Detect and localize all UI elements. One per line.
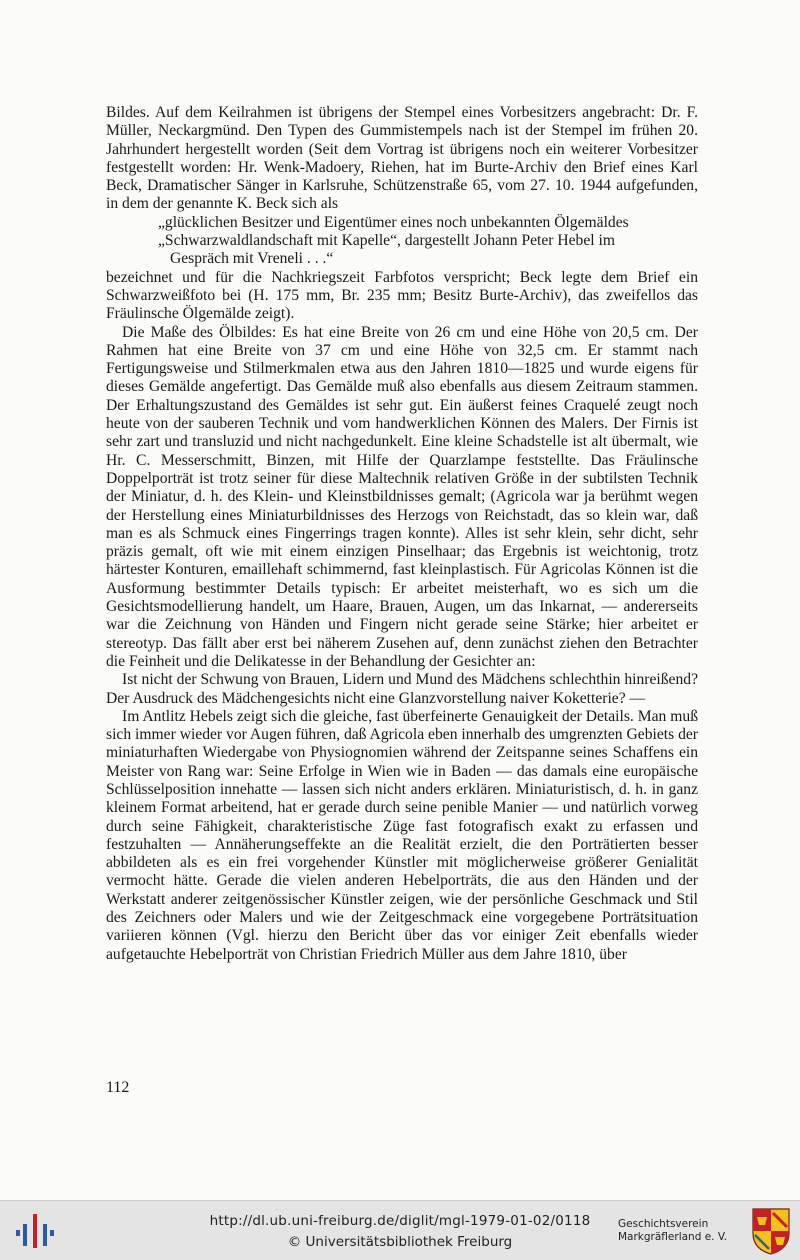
- block-quote: [158, 214, 698, 269]
- paragraph-1: Bildes. Auf dem Keilrahmen ist übrigens der Stempel eines Vorbesitzers angebracht: Dr. F. Müller, Neckargmünd. Den Typen des Gummistempels nach ist der Stempel im frühen 20. Jahrhundert hergestellt worden (Seit dem Vortrag ist übrigens noch ein weiterer Vorbesitzer festgestellt worden: Hr. Wenk-Madoery, Riehen, hat im Burte-Archiv den Brief eines Karl Beck, Dramatischer Sänger in Karlsruhe, Schützenstraße 65, vom 27. 10. 1944 aufgefunden, in dem der genannte K. Beck sich als: [106, 104, 698, 213]
- footer-bar: [0, 1200, 800, 1260]
- page-number: 112: [106, 1079, 130, 1096]
- coat-of-arms-icon[interactable]: [751, 1207, 791, 1255]
- publisher-line-1: Geschichtsverein: [618, 1218, 709, 1230]
- quote-line-3: Gespräch mit Vreneli . . .“: [170, 250, 334, 268]
- publisher-name: [618, 1218, 748, 1244]
- quote-line-1: „glücklichen Besitzer und Eigentümer eines noch unbekannten Ölgemäldes: [158, 213, 629, 231]
- paragraph-4: Ist nicht der Schwung von Brauen, Lidern und Mund des Mädchens schlechthin hinreißend? Der Ausdruck des Mädchengesichts nicht eine Glanzvorstellung naiver Koketterie? —: [106, 671, 698, 707]
- quote-line-2: „Schwarzwaldlandschaft mit Kapelle“, dargestellt Johann Peter Hebel im: [158, 232, 615, 250]
- ub-freiburg-logo-icon[interactable]: [14, 1210, 56, 1252]
- body-text: [106, 104, 698, 964]
- paragraph-2: bezeichnet und für die Nachkriegszeit Farbfotos verspricht; Beck legte dem Brief ein Schwarzweißfoto bei (H. 175 mm, Br. 235 mm; Besitz Burte-Archiv), das zweifellos das Fräulinsche Ölgemälde zeigt).: [106, 268, 698, 323]
- copyright-text: © Universitätsbibliothek Freiburg: [287, 1234, 513, 1250]
- publisher-line-2: Markgräflerland e. V.: [618, 1231, 728, 1243]
- document-url-link[interactable]: http://dl.ub.uni-freiburg.de/diglit/mgl-1979-01-02/0118: [209, 1213, 591, 1229]
- paragraph-3: Die Maße des Ölbildes: Es hat eine Breite von 26 cm und eine Höhe von 20,5 cm. Der Rahmen hat eine Breite von 37 cm und eine Höhe von 32,5 cm. Er stammt nach Fertigungsweise und Stilmerkmalen etwa aus den Jahren 1810—1825 und wurde eigens für dieses Gemälde angefertigt. Das Gemälde muß also ebenfalls aus diesem Zeitraum stammen. Der Erhaltungszustand des Gemäldes ist sehr gut. Ein äußerst feines Craquelé zeugt noch heute von der sauberen Technik und vom handwerklichen Können des Malers. Der Firnis ist sehr zart und transluzid und nicht nachgedunkelt. Eine kleine Schadstelle ist alt übermalt, wie Hr. C. Messerschmitt, Binzen, mit Hilfe der Quarzlampe feststellte. Das Fräulinsche Doppelporträt ist trotz seiner für diese Maltechnik relativen Größe in der subtilsten Technik der Miniatur, d. h. des Klein- und Kleinstbildnisses gemalt; (Agricola war ja berühmt wegen der Herstellung eines Miniaturbildnisses des Herzogs von Reichstadt, das so klein war, daß man es als Schmuck eines Fingerrings tragen konnte). Alles ist sehr klein, sehr dicht, sehr präzis gemalt, oft wie mit einem einzigen Pinselhaar; das Ergebnis ist weichtonig, trotz härtester Konturen, emaillehaft schimmernd, fast kleinplastisch. Für Agricolas Können ist die Ausformung bestimmter Details typisch: Er arbeitet meisterhaft, wo es sich um die Gesichtsmodellierung handelt, um Haare, Brauen, Augen, um das Inkarnat, — andererseits war die Zeichnung von Händen und Fingern nicht gerade seine Stärke; hier arbeitet er stereotyp. Das fällt aber erst bei näherem Zusehen auf, denn zunächst ziehen den Betrachter die Feinheit und die Delikatesse in der Behandlung der Gesichter an:: [106, 323, 698, 670]
- paragraph-5: Im Antlitz Hebels zeigt sich die gleiche, fast überfeinerte Genauigkeit der Details. Man muß sich immer wieder vor Augen führen, daß Agricola eben innerhalb des umgrenzten Gebiets der miniaturhaften Wiedergabe von Physiognomien während der Zeitspanne seines Schaffens ein Meister von Rang war: Seine Erfolge in Wien wie in Baden — das damals eine europäische Schlüsselposition innehatte — lassen sich nicht anders erklären. Miniaturistisch, d. h. in ganz kleinem Format arbeitend, hat er gerade durch seine penible Manier — und natürlich vorweg durch seine Fähigkeit, charakteristische Züge fast fotografisch exakt zu erfassen und festzuhalten — Annäherungseffekte an die Realität erzielt, die den Porträtierten besser abbildeten als es ein frei vorgehender Künstler mit möglicherweise größerer Genialität vermocht hätte. Gerade die vielen anderen Hebelporträts, die aus den Händen und der Werkstatt anderer zeitgenössischer Künstler zeigen, wie der persönliche Geschmack und Stil des Zeichners oder Malers und wie der Zeitgeschmack eine vorgegebene Porträtsituation variieren können (Vgl. hierzu den Bericht über das vor einiger Zeit ebenfalls wieder aufgetauchte Hebelporträt von Christian Friedrich Müller aus dem Jahre 1810, über: [106, 707, 698, 963]
